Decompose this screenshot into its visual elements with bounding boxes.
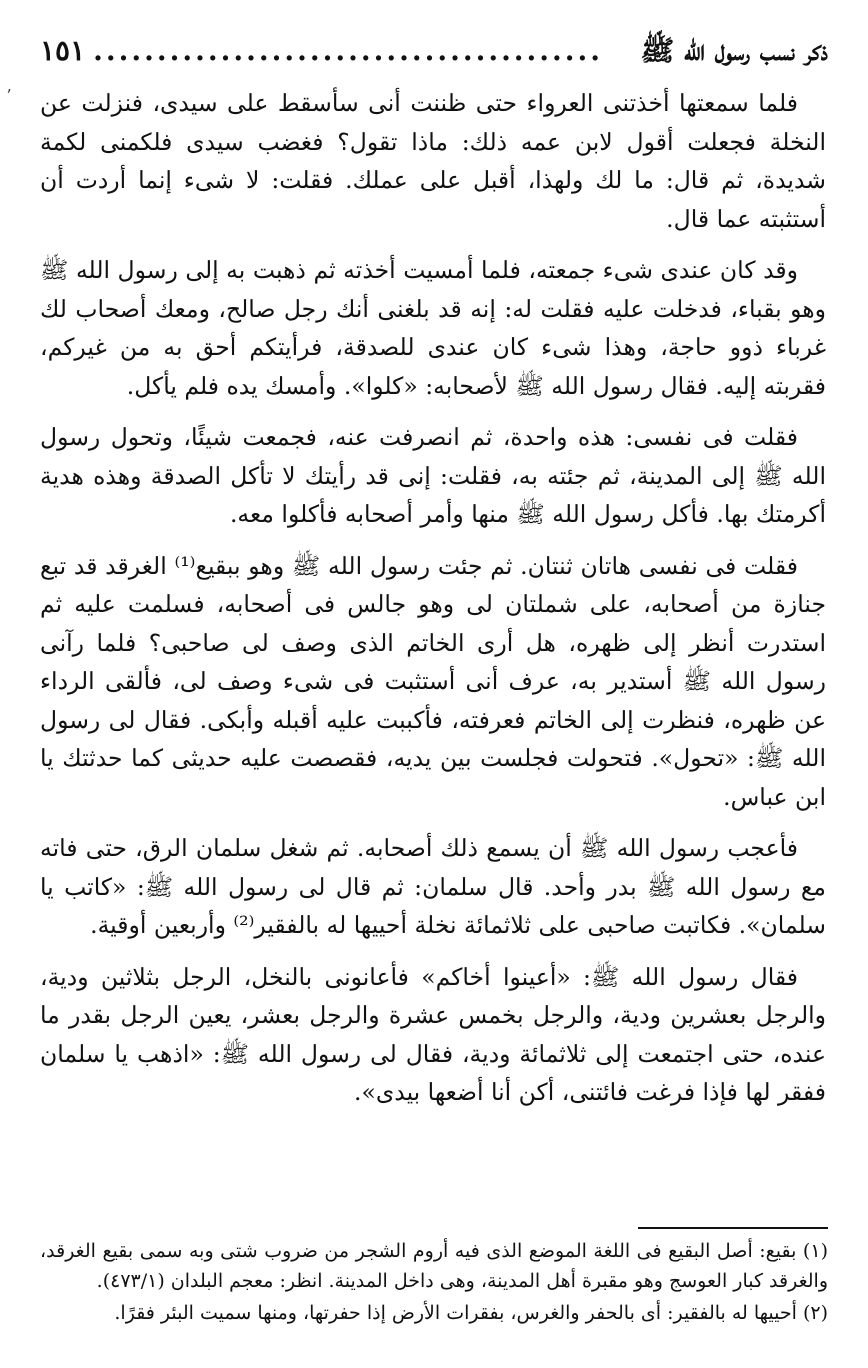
paragraph-6: فقال رسول الله ﷺ: «أعينوا أخاكم» فأعانونى بالنخل، الرجل بثلاثين ودية، والرجل بعشرين ودية، والرجل بخمس عشرة والرجل بعشر، يعين الرجل بقدر ما عنده، حتى اجتمعت إلى ثلاثمائة ودية، فقال لى رسول الله ﷺ: «اذهب يا سلمان ففقر لها فإذا فرغت فائتنى، أكن أنا أضعها بيدى». xyxy=(40,962,826,1106)
header-title: ذكر نسب رسول الله ﷺ xyxy=(640,34,828,67)
paragraph-3: فقلت فى نفسى: هذه واحدة، ثم انصرفت عنه، فجمعت شيئًا، وتحول رسول الله ﷺ إلى المدينة، ثم جئته به، فقلت: إنى قد رأيتك لا تأكل الصدقة وهذه هدية أكرمتك بها. فأكل رسول الله ﷺ منها وأمر أصحابه فأكلوا معه. xyxy=(40,423,826,528)
body-text xyxy=(40,84,826,1125)
margin-mark: ʼ xyxy=(6,86,12,105)
running-header xyxy=(40,34,828,78)
footnote-2: (٢) أحييها له بالفقير: أى بالحفر والغرس، بفقرات الأرض إذا حفرتها، ومنها سميت البئر فقرًا. xyxy=(114,1302,828,1324)
page-number: ١٥١ xyxy=(40,34,86,67)
paragraph-1: فلما سمعتها أخذتنى العرواء حتى ظننت أنى سأسقط على سيدى، فنزلت عن النخلة فجعلت أقول لابن عمه ذلك: ماذا تقول؟ فغضب سيدى فلكمنى لكمة شديدة، ثم قال: ما لك ولهذا، أقبل على عملك. فقلت: لا شىء إنما أردت أن أستثبته عما قال. xyxy=(40,89,826,233)
footnote-1: (١) بقيع: أصل البقيع فى اللغة الموضع الذى فيه أروم الشجر من ضروب شتى وبه سمى بقيع الغرقد، والغرقد كبار العوسج وهو مقبرة أهل المدينة، وهى داخل المدينة. انظر: معجم البلدان (٤٧٣/١). xyxy=(40,1240,828,1292)
header-dot-leader: ........................................ xyxy=(93,34,604,67)
footnote-separator xyxy=(638,1227,828,1229)
footnotes xyxy=(40,1236,828,1330)
paragraph-2: وقد كان عندى شىء جمعته، فلما أمسيت أخذته ثم ذهبت به إلى رسول الله ﷺ وهو بقباء، فدخلت عليه فقلت له: إنه قد بلغنى أنك رجل صالح، ومعك أصحاب لك غرباء ذوو حاجة، وهذا شىء كان عندى للصدقة، فرأيتكم أحق به من غيركم، فقربته إليه. فقال رسول الله ﷺ لأصحابه: «كلوا». وأمسك يده فلم يأكل. xyxy=(40,256,826,400)
paragraph-5: فأعجب رسول الله ﷺ أن يسمع ذلك أصحابه. ثم شغل سلمان الرق، حتى فاته مع رسول الله ﷺ بدر وأحد. قال سلمان: ثم قال لى رسول الله ﷺ: «كاتب يا سلمان». فكاتبت صاحبى على ثلاثمائة نخلة أحييها له بالفقير⁽²⁾ وأربعين أوقية. xyxy=(40,834,826,939)
paragraph-4: فقلت فى نفسى هاتان ثنتان. ثم جئت رسول الله ﷺ وهو ببقيع⁽¹⁾ الغرقد قد تبع جنازة من أصحابه، على شملتان لى وهو جالس فى أصحابه، فسلمت عليه ثم استدرت أنظر إلى ظهره، هل أرى الخاتم الذى وصف لى صاحبى؟ فلما رآنى رسول الله ﷺ أستدير به، عرف أنى أستثبت فى شىء وصف لى، فألقى الرداء عن ظهره، فنظرت إلى الخاتم فعرفته، فأكببت عليه أقبله وأبكى. فقال لى رسول الله ﷺ: «تحول». فتحولت فجلست بين يديه، فقصصت عليه حديثى كما حدثتك يا ابن عباس. xyxy=(40,551,826,811)
